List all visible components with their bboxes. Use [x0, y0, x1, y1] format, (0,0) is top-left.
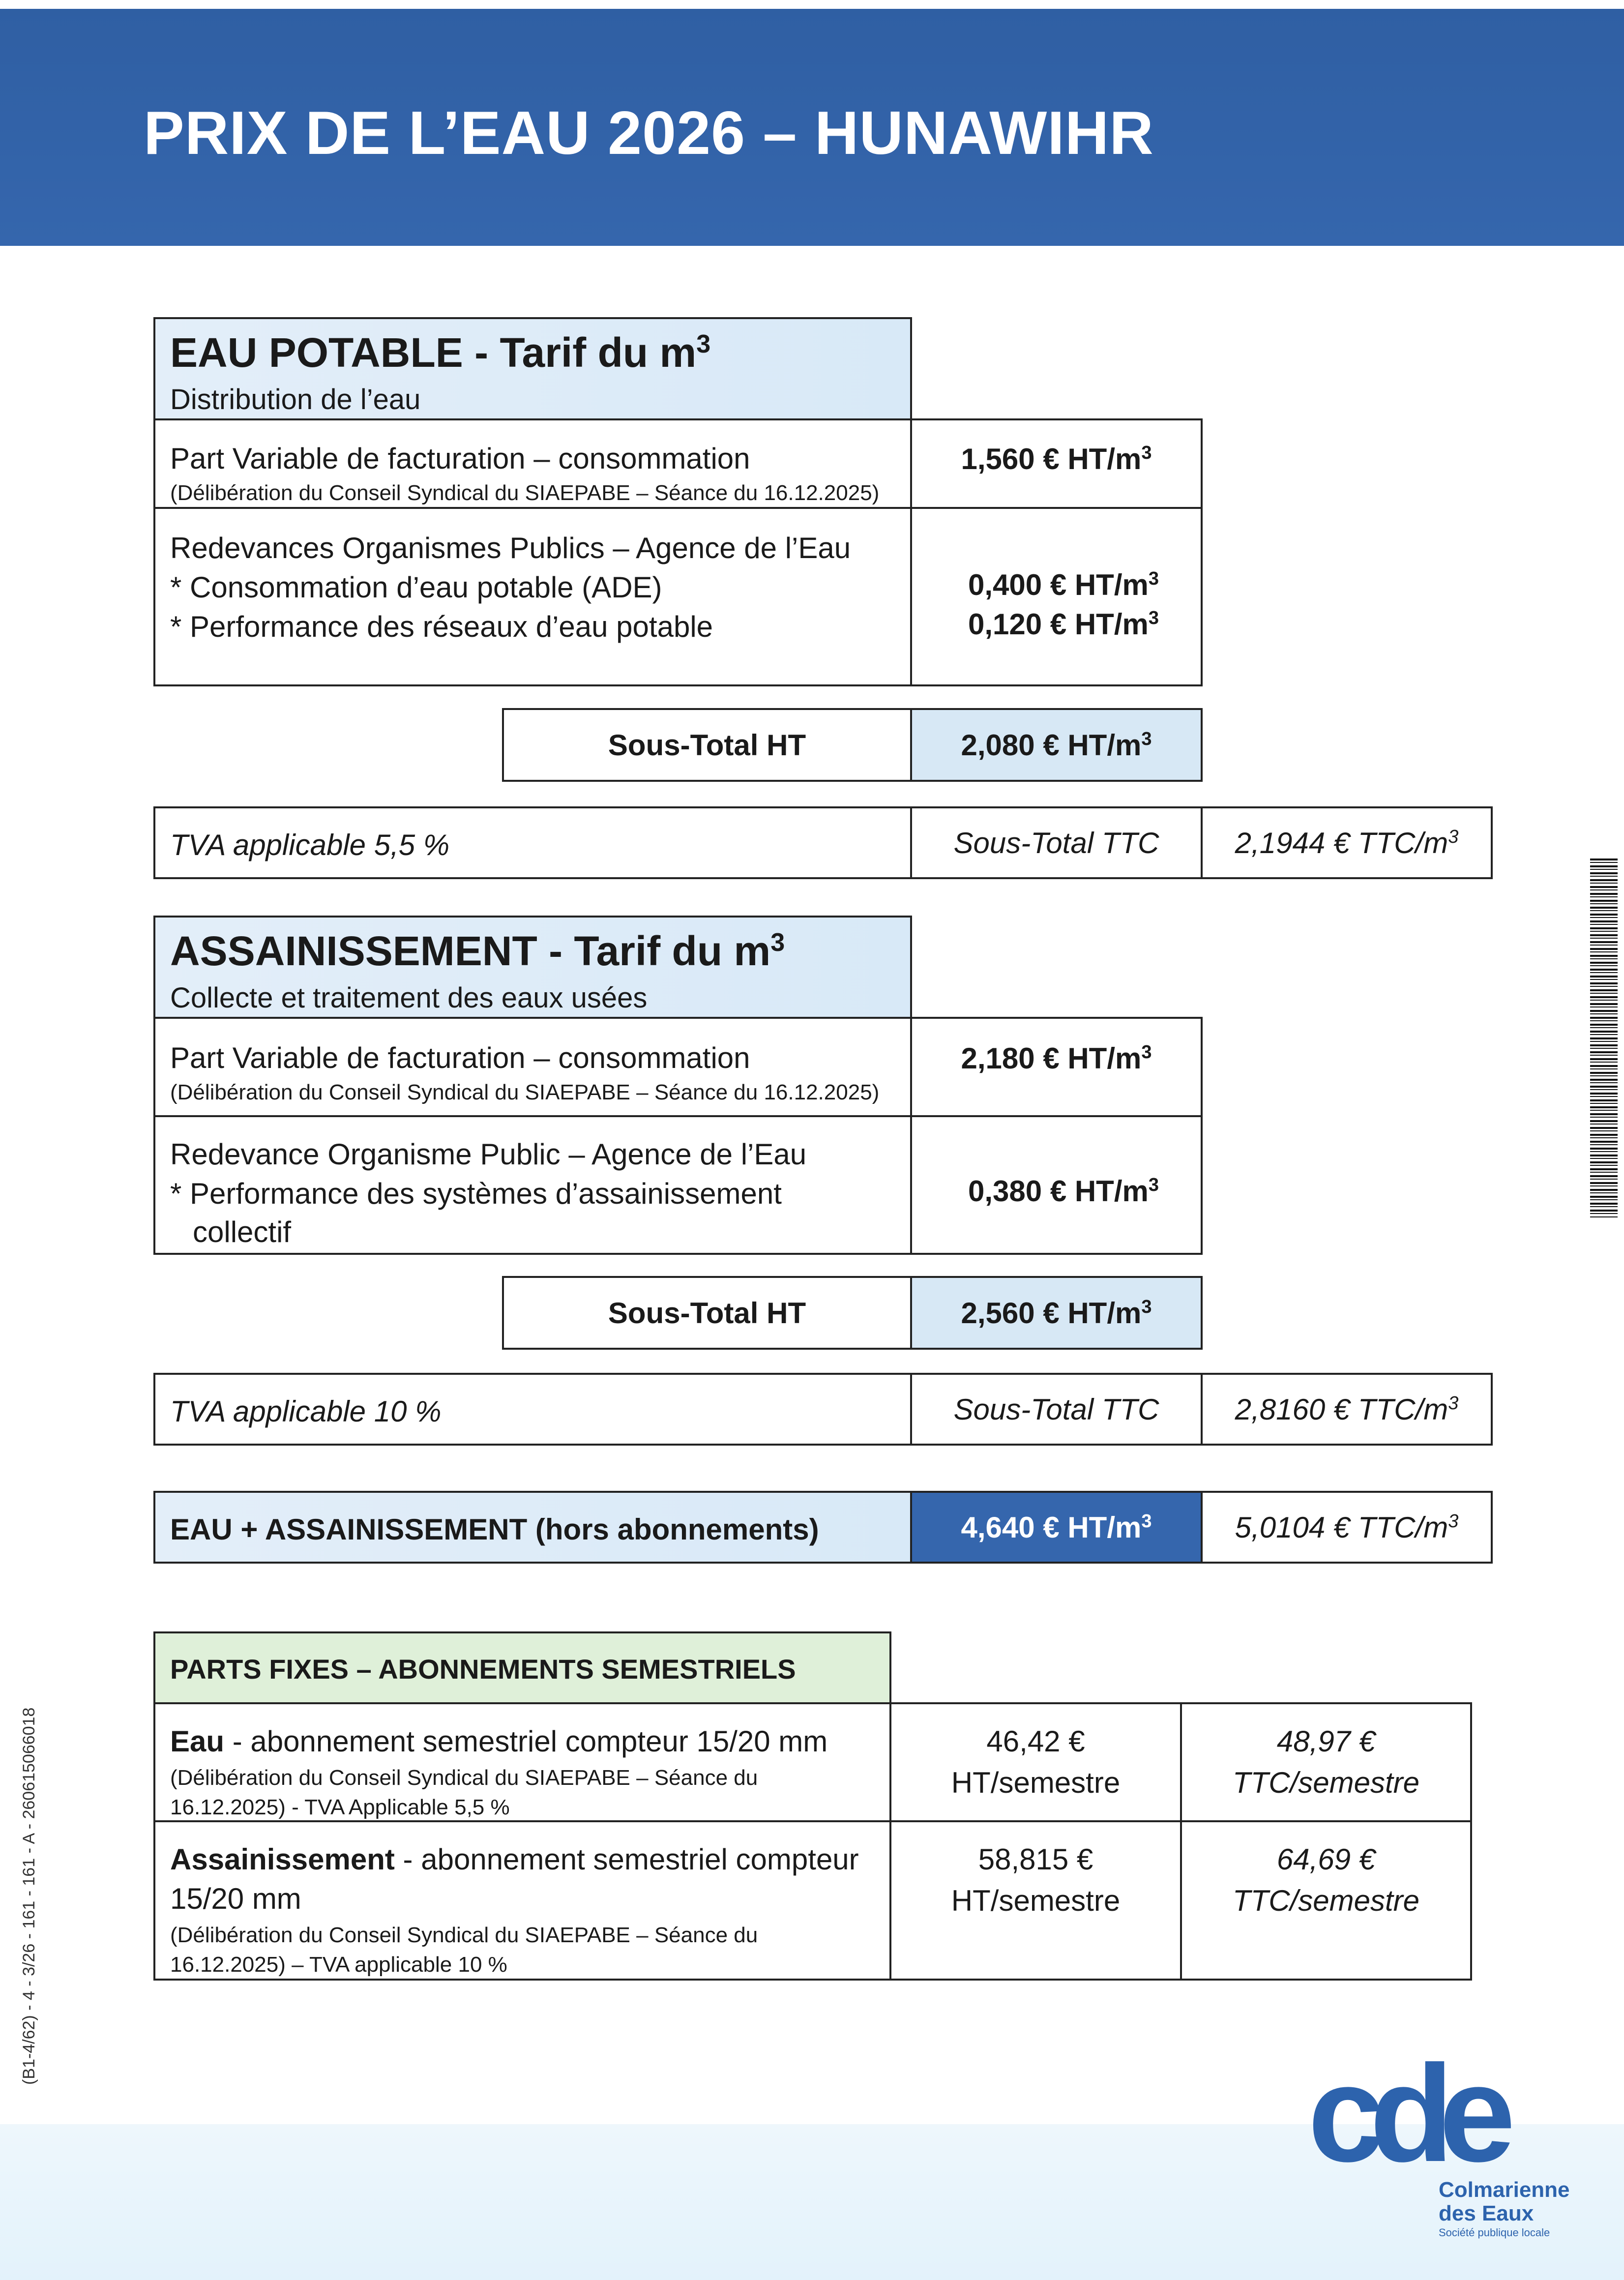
- barcode: [1590, 859, 1618, 1217]
- pf-ass-ht-cell: [889, 1820, 1182, 1981]
- pf-ass-label-cell: [153, 1820, 891, 1981]
- pf-ass-ht2: HT/semestre: [951, 1884, 1121, 1917]
- eau-potable-subtitle: Distribution de l’eau: [170, 384, 421, 415]
- ass-tva-label: TVA applicable 10 %: [170, 1395, 442, 1428]
- pf-ass-label: Assainissement - abonnement semestriel compteur: [170, 1843, 859, 1876]
- ass-row1-value-cell: [910, 1017, 1203, 1117]
- eau-row2-value-cell: [910, 507, 1203, 686]
- pf-eau-ttc2: TTC/semestre: [1232, 1766, 1420, 1799]
- pf-ass-note2: 16.12.2025) – TVA applicable 10 %: [170, 1953, 507, 1977]
- eau-ttc-value: 2,1944 € TTC/$m^3$: [1235, 826, 1459, 859]
- cde-logo: [1308, 2048, 1534, 2176]
- eau-ttc-value-cell: [1201, 806, 1493, 879]
- eau-row2-value1: 0,400 € $HT/m^3$: [968, 568, 1159, 601]
- eau-row1-value-cell: [910, 418, 1203, 509]
- eau-subtotal-label: Sous-Total HT: [608, 728, 806, 762]
- logo-tagline: Société publique locale: [1439, 2226, 1550, 2239]
- eau-ttc-label-cell: [910, 806, 1203, 879]
- ass-row1-value: 2,180 € $HT/m^3$: [961, 1042, 1152, 1075]
- eau-row1-label-cell: [153, 418, 912, 509]
- ass-ttc-label: Sous-Total TTC: [953, 1392, 1159, 1426]
- ass-subtotal-value-cell: [910, 1276, 1203, 1350]
- eau-subtotal-label-cell: [502, 708, 912, 782]
- ass-row2-label: Redevance Organisme Public – Agence de l’Eau: [170, 1138, 807, 1171]
- ass-subtotal-label: Sous-Total HT: [608, 1296, 806, 1330]
- eau-row2-item1: * Consommation d’eau potable (ADE): [170, 571, 662, 604]
- cde-logo-mark: [1308, 2048, 1534, 2176]
- ass-ttc-label-cell: [910, 1373, 1203, 1446]
- ass-tva-cell: [153, 1373, 912, 1446]
- pf-eau-note1: (Délibération du Conseil Syndical du SIAEPABE – Séance du: [170, 1766, 758, 1790]
- eau-subtotal-value: 2,080 € $HT/m^3$: [961, 728, 1152, 762]
- pf-ass-ttc-cell: [1180, 1820, 1472, 1981]
- eau-row1-value: 1,560 € $HT/m^3$: [961, 443, 1152, 475]
- pf-eau-ht-cell: [889, 1702, 1182, 1822]
- total-label: EAU + ASSAINISSEMENT (hors abonnements): [170, 1513, 819, 1546]
- eau-row2-label: Redevances Organismes Publics – Agence de l’Eau: [170, 532, 851, 564]
- ass-row1-label: Part Variable de facturation – consommation: [170, 1041, 750, 1074]
- eau-tva-label: TVA applicable 5,5 %: [170, 829, 450, 861]
- total-ttc-cell: [1201, 1491, 1493, 1564]
- pf-eau-label-cell: [153, 1702, 891, 1822]
- cde-logo-text: cde: [1308, 2048, 1501, 2176]
- ass-subtotal-label-cell: [502, 1276, 912, 1350]
- pf-ass-ttc2: TTC/semestre: [1232, 1884, 1420, 1917]
- eau-row2-value2: 0,120 € $HT/m^3$: [968, 608, 1159, 641]
- ass-row1-label-cell: [153, 1017, 912, 1117]
- side-reference: (B1-4/62) - 4 - 3/26 - 161 - 161 - A - 260615066018: [20, 1707, 38, 2085]
- total-ht-cell: [910, 1491, 1203, 1564]
- eau-row1-note: (Délibération du Conseil Syndical du SIAEPABE – Séance du 16.12.2025): [170, 481, 880, 505]
- pf-ass-ht1: 58,815 €: [978, 1843, 1093, 1876]
- ass-ttc-value: 2,8160 € TTC/$m^3$: [1235, 1392, 1459, 1426]
- ass-row2-item1-cont: collectif: [193, 1215, 292, 1248]
- eau-tva-cell: [153, 806, 912, 879]
- eau-row2-item2: * Performance des réseaux d’eau potable: [170, 610, 713, 643]
- ass-row2-label-cell: [153, 1115, 912, 1255]
- pf-eau-label: Eau - abonnement semestriel compteur 15/20 mm: [170, 1725, 828, 1758]
- total-ht-value: 4,640 € $HT/m^3$: [961, 1510, 1152, 1544]
- eau-potable-header: [153, 317, 912, 420]
- pf-eau-ttc-cell: [1180, 1702, 1472, 1822]
- eau-potable-title: EAU POTABLE - Tarif du $m^3$: [170, 329, 711, 376]
- page-title: PRIX DE L’EAU 2026 – HUNAWIHR: [144, 99, 1154, 167]
- ass-subtotal-value: 2,560 € $HT/m^3$: [961, 1296, 1152, 1330]
- total-label-cell: [153, 1491, 912, 1564]
- ass-row2-item1: * Performance des systèmes d’assainissement: [170, 1177, 782, 1210]
- eau-ttc-label: Sous-Total TTC: [953, 826, 1159, 859]
- parts-fixes-header: [153, 1631, 891, 1704]
- eau-row1-label: Part Variable de facturation – consommation: [170, 442, 750, 475]
- pf-ass-ttc1: 64,69 €: [1276, 1843, 1376, 1876]
- assainissement-header: [153, 916, 912, 1019]
- assainissement-subtitle: Collecte et traitement des eaux usées: [170, 982, 648, 1014]
- assainissement-title: ASSAINISSEMENT - Tarif du $m^3$: [170, 928, 785, 974]
- pf-eau-ttc1: 48,97 €: [1276, 1725, 1376, 1758]
- ass-row2-value1: 0,380 € $HT/m^3$: [968, 1175, 1159, 1208]
- ass-row1-note: (Délibération du Conseil Syndical du SIAEPABE – Séance du 16.12.2025): [170, 1080, 880, 1104]
- pf-ass-note1: (Délibération du Conseil Syndical du SIAEPABE – Séance du: [170, 1923, 758, 1947]
- ass-row2-value-cell: [910, 1115, 1203, 1255]
- pf-eau-ht2: HT/semestre: [951, 1766, 1121, 1799]
- logo-name: Colmarienne des Eaux: [1439, 2178, 1570, 2225]
- pf-eau-note2: 16.12.2025) - TVA Applicable 5,5 %: [170, 1795, 510, 1819]
- pf-ass-label-line2: 15/20 mm: [170, 1882, 301, 1915]
- eau-subtotal-value-cell: [910, 708, 1203, 782]
- eau-row2-label-cell: [153, 507, 912, 686]
- parts-fixes-title: PARTS FIXES – ABONNEMENTS SEMESTRIELS: [170, 1654, 796, 1685]
- ass-ttc-value-cell: [1201, 1373, 1493, 1446]
- total-ttc-value: 5,0104 € TTC/$m^3$: [1235, 1510, 1459, 1544]
- pf-eau-ht1: 46,42 €: [986, 1725, 1085, 1758]
